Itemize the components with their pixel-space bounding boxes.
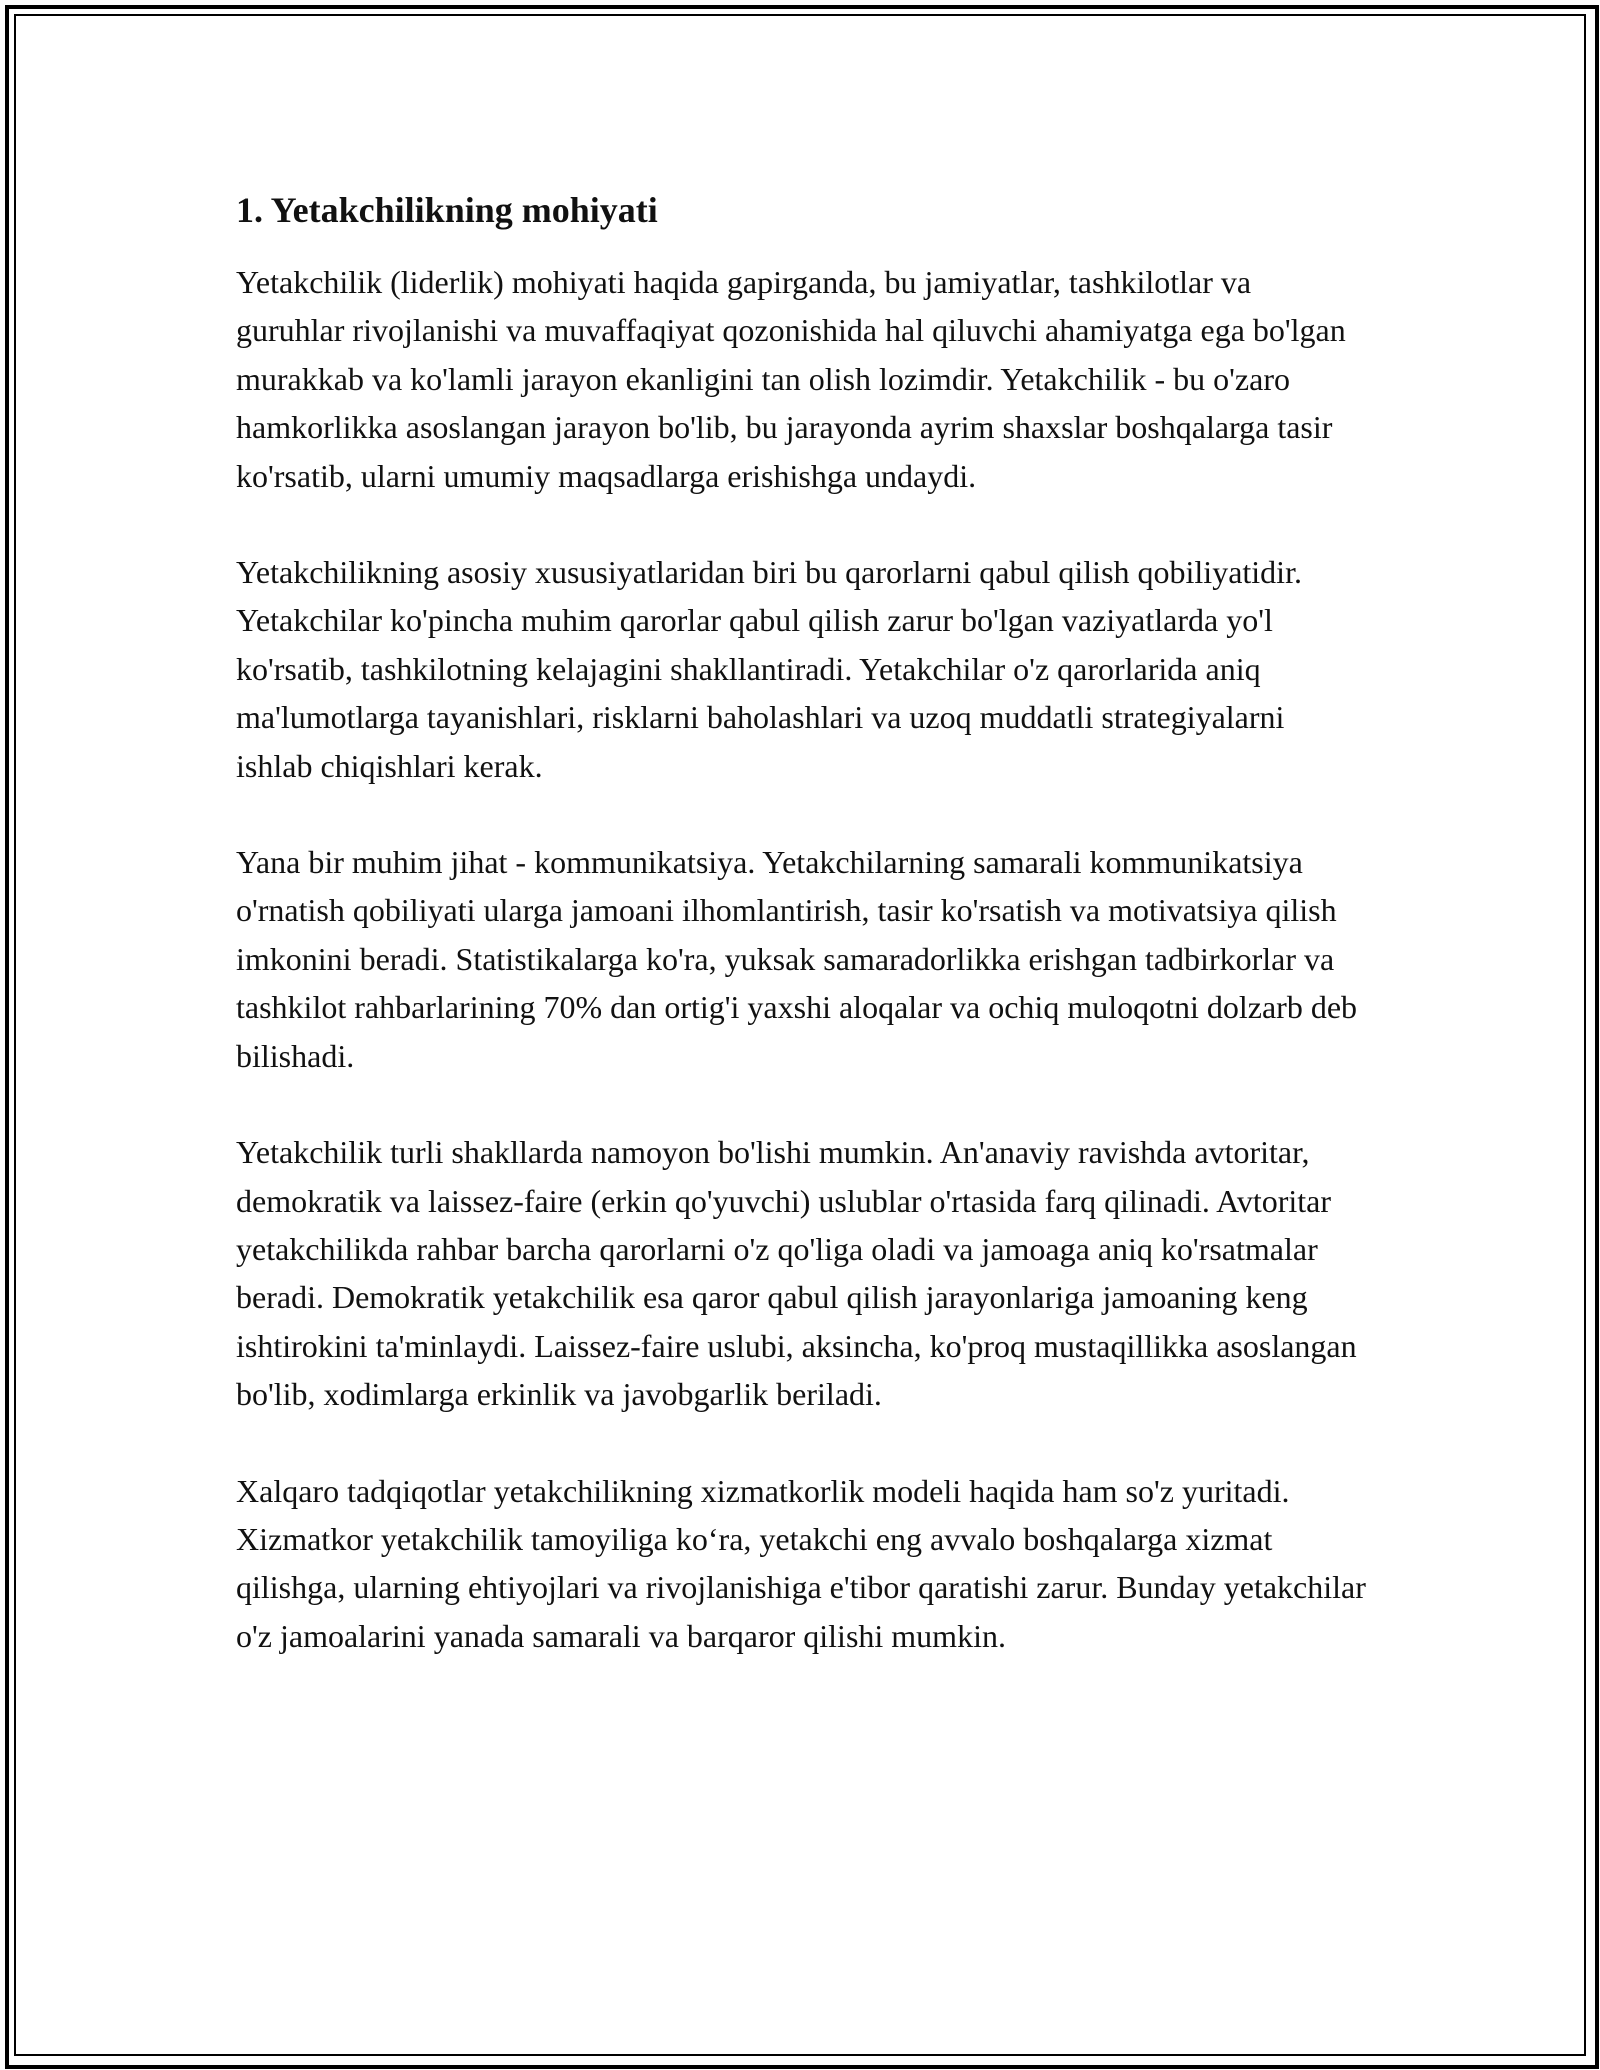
paragraph-servant-leadership: Xalqaro tadqiqotlar yetakchilikning xizmatkorlik modeli haqida ham so'z yuritadi. Xizmatkor yetakchilik tamoyiliga ko‘ra, yetakchi eng avvalo boshqalarga xizmat qilishga, ularning ehtiyojlari va rivojlanishiga e'tibor qaratishi zarur. Bunday yetakchilar o'z jamoalarini yanada samarali va barqaror qilishi mumkin. xyxy=(236,1472,1366,1654)
paragraph-intro: Yetakchilik (liderlik) mohiyati haqida gapirganda, bu jamiyatlar, tashkilotlar va guruhlar rivojlanishi va muvaffaqiyat qozonishida hal qiluvchi ahamiyatga ega bo'lgan murakkab va ko'lamli jarayon ekanligini tan olish lozimdir. Yetakchilik - bu o'zaro hamkorlikka asoslangan jarayon bo'lib, bu jarayonda ayrim shaxslar boshqalarga tasir ko'rsatib, ularni umumiy maqsadlarga erishishga undaydi. xyxy=(236,264,1346,494)
document-body xyxy=(236,186,1366,1708)
paragraph-decision-making: Yetakchilikning asosiy xususiyatlaridan biri bu qarorlarni qabul qilish qobiliyatidir. Yetakchilar ko'pincha muhim qarorlar qabul qilish zarur bo'lgan vaziyatlarda yo'l ko'rsatib, tashkilotning kelajagini shakllantiradi. Yetakchilar o'z qarorlarida aniq ma'lumotlarga tayanishlari, risklarni baholashlari va uzoq muddatli strategiyalarni ishlab chiqishlari kerak. xyxy=(236,554,1302,784)
section-heading: 1. Yetakchilikning mohiyati xyxy=(236,190,658,230)
paragraph-communication: Yana bir muhim jihat - kommunikatsiya. Yetakchilarning samarali kommunikatsiya o'rnatish qobiliyati ularga jamoani ilhomlantirish, tasir ko'rsatish va motivatsiya qilish imkonini beradi. Statistikalarga ko'ra, yuksak samaradorlikka erishgan tadbirkorlar va tashkilot rahbarlarining 70% dan ortig'i yaxshi aloqalar va ochiq muloqotni dolzarb deb bilishadi. xyxy=(236,844,1358,1074)
paragraph-leadership-styles: Yetakchilik turli shakllarda namoyon bo'lishi mumkin. An'anaviy ravishda avtoritar, demokratik va laissez-faire (erkin qo'yuvchi) uslublar o'rtasida farq qilinadi. Avtoritar yetakchilikda rahbar barcha qarorlarni o'z qo'liga oladi va jamoaga aniq ko'rsatmalar beradi. Demokratik yetakchilik esa qaror qabul qilish jarayonlariga jamoaning keng ishtirokini ta'minlaydi. Laissez-faire uslubi, aksincha, ko'proq mustaqillikka asoslangan bo'lib, xodimlarga erkinlik va javobgarlik beriladi. xyxy=(236,1134,1357,1413)
